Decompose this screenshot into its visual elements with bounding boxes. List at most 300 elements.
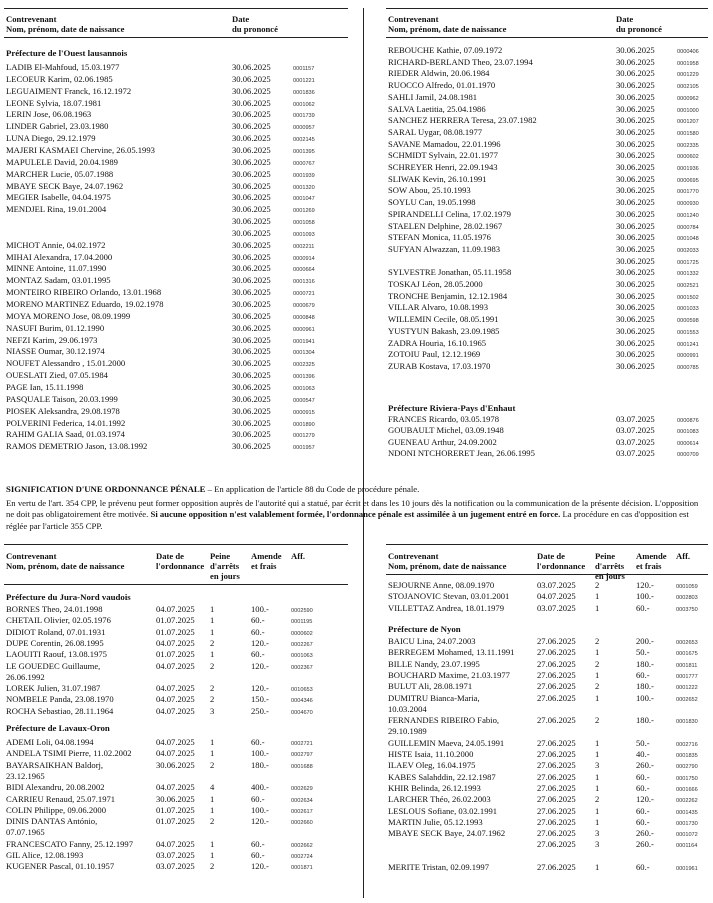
cell-ref: 0001033 <box>677 306 699 313</box>
cell-ref: 0002521 <box>677 283 699 289</box>
cell-date: 27.06.2025 <box>537 636 576 646</box>
table-row <box>386 817 708 828</box>
table-row <box>386 302 708 313</box>
cell-peine: 1 <box>210 793 215 804</box>
cell-peine: 2 <box>210 660 215 671</box>
cell-name: KABES Salahddin, 22.12.1987 <box>388 771 496 782</box>
cell-name: BULUT Ali, 28.08.1971 <box>388 681 473 692</box>
cell-name: MAJERI KASMAEI Chervine, 26.05.1993 <box>6 144 155 155</box>
cell-ref: 0001871 <box>291 865 313 872</box>
cell-date: 30.06.2025 <box>616 56 655 67</box>
cell-ref: 0001093 <box>293 231 315 238</box>
cell-name: SAHLI Jamil, 24.08.1981 <box>388 91 478 102</box>
cell-ref: 0001059 <box>676 584 698 590</box>
cell-ref: 0001157 <box>293 66 315 72</box>
table-row <box>4 839 348 850</box>
cell-amende: 100.- <box>251 804 269 815</box>
cell-name: BERREGEM Mohamed, 13.11.1991 <box>388 647 515 658</box>
cell-amende: 60.- <box>251 850 265 860</box>
cell-date: 30.06.2025 <box>616 360 655 371</box>
prefecture-heading: Préfecture Riviera-Pays d'Enhaut <box>388 403 516 413</box>
table-row <box>386 127 708 138</box>
cell-ref: 0001958 <box>677 60 699 67</box>
cell-date: 03.07.2025 <box>616 447 655 458</box>
cell-ref: 0000930 <box>677 201 699 208</box>
cell-name: SCHREYER Henri, 22.09.1943 <box>388 162 498 172</box>
cell-ref: 0000679 <box>293 303 315 309</box>
cell-peine: 1 <box>210 737 215 747</box>
table-row <box>386 279 708 290</box>
table-row <box>4 240 348 251</box>
cell-date: 27.06.2025 <box>537 828 576 839</box>
cell-date: 30.06.2025 <box>232 381 271 392</box>
cell-name: MERITE Tristan, 02.09.1997 <box>388 862 489 872</box>
cell-ref: 0001058 <box>293 220 315 227</box>
cell-ref: 0000406 <box>677 49 699 55</box>
cell-name: MOYA MORENO Jose, 08.09.1999 <box>6 310 131 321</box>
cell-ref: 0001836 <box>293 89 315 96</box>
cell-name: SLIWAK Kevin, 26.10.1991 <box>388 173 487 184</box>
cell-ref: 0001279 <box>293 433 315 440</box>
cell-date: 30.06.2025 <box>616 208 655 219</box>
cell-name: YUSTYUN Bakash, 23.09.1985 <box>388 325 500 336</box>
table-row <box>386 851 708 862</box>
cell-date: 30.06.2025 <box>232 275 271 286</box>
cell-ref: 0001666 <box>676 786 698 793</box>
cell-name: ANDELA TSIMI Pierre, 11.02.2002 <box>6 748 132 759</box>
table-row <box>386 174 708 185</box>
prefecture-heading: Préfecture de Lavaux-Oron <box>6 723 110 733</box>
table-row <box>4 275 348 286</box>
cell-name: LE GOUEDEC Guillaume, <box>6 660 101 671</box>
table-row <box>386 806 708 817</box>
table-row <box>386 326 708 337</box>
table-row <box>386 794 708 805</box>
cell-amende: 400.- <box>251 782 269 793</box>
cell-ref: 0002145 <box>293 137 315 144</box>
bheader-date-line1: Date de <box>156 551 184 561</box>
table-row <box>386 591 708 602</box>
table-row <box>4 394 348 405</box>
cell-amende: 60.- <box>636 782 650 793</box>
header-name-line1: Contrevenant <box>6 14 57 24</box>
header-date-line2: du prononcé <box>616 24 662 34</box>
cell-amende: 60.- <box>636 862 650 872</box>
cell-date: 30.06.2025 <box>616 138 655 149</box>
table-row <box>386 185 708 196</box>
cell-amende: 100.- <box>636 591 654 602</box>
table-row <box>4 311 348 322</box>
cell-peine: 1 <box>210 649 215 660</box>
header-rule <box>4 37 348 38</box>
cell-name: BIDI Alexandru, 20.08.2002 <box>6 782 105 793</box>
cell-peine: 2 <box>210 759 215 770</box>
cell-peine: 1 <box>595 737 600 748</box>
bheader-aff <box>676 551 690 561</box>
cell-name: RAHIM GALIA Saad, 01.03.1974 <box>6 429 125 440</box>
cell-amende: 120.- <box>251 660 269 671</box>
cell-ref: 0001063 <box>293 385 315 392</box>
bheader-amende-line2: et frais <box>636 561 662 571</box>
cell-name: ZADRA Houria, 16.10.1965 <box>388 337 487 348</box>
cell-date: 30.06.2025 <box>616 314 655 325</box>
cell-date: 27.06.2025 <box>537 715 576 726</box>
table-row <box>4 252 348 263</box>
cell-ref: 0000961 <box>293 326 315 333</box>
cell-name: ZOTOIU Paul, 12.12.1969 <box>388 349 481 360</box>
cell-ref: 0000914 <box>293 255 315 262</box>
cell-name: GIL Alice, 12.08.1993 <box>6 850 84 860</box>
cell-name: BILLE Nandy, 23.07.1995 <box>388 658 480 669</box>
bheader-peine <box>210 551 240 581</box>
cell-name: LESLOUS Sofiane, 03.02.1991 <box>388 805 498 816</box>
header-rule <box>386 37 708 38</box>
cell-date: 30.06.2025 <box>232 429 271 440</box>
cell-amende: 150.- <box>251 694 269 705</box>
cell-date: 30.06.2025 <box>616 220 655 231</box>
cell-name: MONTEIRO RIBEIRO Orlando, 13.01.1968 <box>6 287 162 298</box>
cell-name: CARRIEU Renaud, 25.07.1971 <box>6 793 116 804</box>
cell-name: OUESLATI Zied, 07.05.1984 <box>6 370 108 381</box>
cell-name: SANCHEZ HERRERA Teresa, 23.07.1982 <box>388 115 537 126</box>
cell-name: SALVA Laetitia, 25.04.1986 <box>388 103 486 114</box>
cell-date: 27.06.2025 <box>537 669 576 680</box>
table-row <box>4 204 348 215</box>
cell-date: 30.06.2025 <box>232 133 271 144</box>
cell-name: MONTAZ Sadam, 03.01.1995 <box>6 275 111 286</box>
cell-date: 27.06.2025 <box>537 658 576 669</box>
cell-date: 03.07.2025 <box>616 414 655 424</box>
cell-name: FRANCESCATO Fanny, 25.12.1997 <box>6 838 134 849</box>
cell-date: 30.06.2025 <box>232 121 271 132</box>
bottom-right-panel <box>386 540 708 900</box>
cell-date: 27.06.2025 <box>537 805 576 816</box>
cell-ref: 0001688 <box>291 763 313 770</box>
cell-amende: 260.- <box>636 839 654 850</box>
bottom-left-panel <box>4 540 348 900</box>
cell-peine: 1 <box>595 591 600 602</box>
table-row <box>386 603 708 614</box>
column-divider-bottom <box>363 540 364 898</box>
cell-ref: 0001164 <box>676 843 698 850</box>
bheader-aff <box>291 551 305 561</box>
cell-ref: 0000848 <box>293 314 315 321</box>
cell-ref: 0002211 <box>293 243 315 250</box>
cell-amende: 60.- <box>251 626 265 637</box>
table-row <box>386 659 708 670</box>
cell-date: 27.06.2025 <box>537 760 576 771</box>
cell-name: 23.12.1965 <box>6 770 45 781</box>
cell-name: PASQUALE Taison, 20.03.1999 <box>6 393 118 404</box>
cell-date: 30.06.2025 <box>232 192 271 203</box>
cell-date: 30.06.2025 <box>616 325 655 336</box>
table-row <box>386 104 708 115</box>
cell-ref: 0000709 <box>677 451 699 458</box>
cell-ref: 0001240 <box>677 212 699 219</box>
cell-amende: 100.- <box>636 692 654 703</box>
cell-date: 27.06.2025 <box>537 737 576 748</box>
cell-name: LEGUAIMENT Franck, 16.12.1972 <box>6 85 132 96</box>
cell-peine: 1 <box>595 669 600 680</box>
cell-ref: 0001241 <box>677 341 699 348</box>
cell-ref: 0001396 <box>293 374 315 381</box>
cell-date: 30.06.2025 <box>616 290 655 301</box>
cell-ref: 0000876 <box>677 418 699 424</box>
table-row <box>386 267 708 278</box>
cell-ref: 0001770 <box>677 189 699 196</box>
cell-date: 04.07.2025 <box>156 660 195 671</box>
cell-name: DUPE Corentin, 26.08.1995 <box>6 637 104 648</box>
table-row <box>4 263 348 274</box>
cell-name: LADIB El-Mahfoud, 15.03.1977 <box>6 62 120 72</box>
cell-amende: 180.- <box>636 681 654 692</box>
cell-name: NOUFET Alessandro , 15.01.2000 <box>6 358 126 369</box>
table-row <box>386 704 708 715</box>
bheader-amende <box>251 551 282 571</box>
table-row <box>386 636 708 647</box>
cell-date: 27.06.2025 <box>537 794 576 805</box>
cell-ref: 0002662 <box>291 842 313 849</box>
table-row <box>4 216 348 227</box>
cell-ref: 0000598 <box>677 318 699 325</box>
cell-name: ILAEV Oleg, 16.04.1975 <box>388 760 476 771</box>
cell-date: 01.07.2025 <box>156 615 195 626</box>
cell-peine: 1 <box>210 604 215 614</box>
table-row <box>386 414 708 425</box>
table-row <box>386 244 708 255</box>
table-row <box>4 382 348 393</box>
table-row <box>4 346 348 357</box>
cell-date: 30.06.2025 <box>232 180 271 191</box>
bheader-aff-line1: Aff. <box>291 551 306 561</box>
bheader-aff-line1: Aff. <box>676 551 691 561</box>
cell-date: 30.06.2025 <box>616 337 655 348</box>
cell-peine: 1 <box>595 816 600 827</box>
bheader-date-line2: l'ordonnance <box>156 561 205 571</box>
table-row <box>4 649 348 660</box>
bheader-name-line2: Nom, prénom, date de naissance <box>388 561 507 571</box>
cell-ref: 0001725 <box>677 259 699 266</box>
table-row <box>386 437 708 448</box>
cell-date: 01.07.2025 <box>156 626 195 637</box>
prefecture-heading: Préfecture de Nyon <box>388 624 461 634</box>
cell-peine: 2 <box>595 794 600 805</box>
table-row <box>4 441 348 452</box>
table-row <box>4 794 348 805</box>
cell-amende: 260.- <box>636 760 654 771</box>
cell-date: 03.07.2025 <box>616 436 655 447</box>
bheader-amende-line1: Amende <box>636 551 667 561</box>
header-name <box>388 14 506 34</box>
header-date-line1: Date <box>232 14 250 24</box>
bheader-peine-line3: en jours <box>210 571 240 581</box>
table-row <box>4 672 348 683</box>
table-row <box>4 157 348 168</box>
cell-ref: 0001750 <box>676 775 698 782</box>
bheader-name <box>6 551 124 571</box>
cell-amende: 60.- <box>636 816 650 827</box>
cell-date: 30.06.2025 <box>616 185 655 196</box>
cell-name: STEFAN Monica, 11.05.1976 <box>388 232 491 243</box>
cell-date: 30.06.2025 <box>232 156 271 167</box>
cell-name: RICHARD-BERLAND Theo, 23.07.1994 <box>388 56 533 67</box>
cell-peine: 1 <box>595 862 600 872</box>
cell-date: 30.06.2025 <box>232 299 271 309</box>
cell-name: SARAL Uygar, 08.08.1977 <box>388 126 483 137</box>
cell-peine: 2 <box>595 681 600 692</box>
cell-date: 30.06.2025 <box>232 73 271 84</box>
cell-ref: 0001316 <box>293 279 315 286</box>
cell-ref: 0001048 <box>677 236 699 243</box>
cell-date: 30.06.2025 <box>232 109 271 120</box>
table-row <box>4 145 348 156</box>
cell-ref: 0001675 <box>676 651 698 658</box>
cell-amende: 260.- <box>636 828 654 839</box>
table-row <box>386 338 708 349</box>
cell-ref: 0002724 <box>291 854 313 860</box>
cell-amende: 50.- <box>636 737 650 748</box>
cell-ref: 0002797 <box>291 752 313 759</box>
header-date <box>616 14 662 34</box>
cell-ref: 0000784 <box>677 224 699 231</box>
signification-bold: Si aucune opposition n'est valablement formée, l'ordonnance pénale est assimilée à un jugement entré en force. <box>150 509 561 520</box>
table-row <box>386 448 708 459</box>
prefecture-heading: Préfecture du Jura-Nord vaudois <box>6 592 131 602</box>
table-row <box>4 429 348 440</box>
table-row <box>4 323 348 334</box>
cell-ref: 0001269 <box>293 208 315 215</box>
table-row <box>386 715 708 726</box>
table-row <box>4 737 348 748</box>
cell-amende: 60.- <box>636 669 650 680</box>
cell-name: VILLAR Alvaro, 10.08.1993 <box>388 302 489 313</box>
cell-name: KHIR Belinda, 26.12.1993 <box>388 782 481 793</box>
cell-name: GOUBAULT Michel, 03.09.1948 <box>388 425 504 436</box>
cell-peine: 1 <box>210 838 215 849</box>
bheader-rule <box>386 574 708 575</box>
table-row <box>386 57 708 68</box>
cell-ref: 0000962 <box>677 95 699 102</box>
cell-date: 01.07.2025 <box>156 649 195 660</box>
cell-peine: 1 <box>595 749 600 759</box>
bheader-peine-line1: Peine <box>595 551 616 561</box>
cell-date: 27.06.2025 <box>537 692 576 703</box>
cell-date: 27.06.2025 <box>537 771 576 782</box>
cell-ref: 0001502 <box>677 294 699 301</box>
cell-name: SEJOURNE Anne, 08.09.1970 <box>388 580 495 590</box>
cell-date: 30.06.2025 <box>232 85 271 96</box>
cell-name: VILLETTAZ Andrea, 18.01.1979 <box>388 602 505 613</box>
cell-ref: 0001320 <box>293 184 315 191</box>
cell-ref: 0004346 <box>291 698 313 705</box>
cell-amende: 100.- <box>251 748 269 759</box>
bheader-date <box>537 551 585 571</box>
cell-name: FERNANDES RIBEIRO Fabio, <box>388 715 500 726</box>
cell-date: 30.06.2025 <box>616 302 655 313</box>
cell-name: TRONCHE Benjamin, 12.12.1984 <box>388 290 508 301</box>
cell-date: 30.06.2025 <box>232 204 271 215</box>
table-row <box>386 68 708 79</box>
table-row <box>386 862 708 873</box>
cell-ref: 0001083 <box>677 429 699 436</box>
cell-name: LARCHER Théo, 26.02.2003 <box>388 794 491 805</box>
cell-date: 30.06.2025 <box>232 310 271 321</box>
cell-date: 04.07.2025 <box>156 737 195 747</box>
table-row <box>386 772 708 783</box>
table-row <box>4 109 348 120</box>
cell-ref: 0000695 <box>677 177 699 184</box>
cell-name: SUFYAN Alwazzan, 11.09.1983 <box>388 243 501 254</box>
cell-name: PAGE Ian, 15.11.1998 <box>6 381 84 392</box>
header-date-line2: du prononcé <box>232 24 278 34</box>
bheader-peine <box>595 551 625 581</box>
table-row <box>386 197 708 208</box>
table-row <box>386 314 708 325</box>
cell-name: WILLEMIN Cecile, 08.05.1991 <box>388 314 499 325</box>
cell-date: 30.06.2025 <box>616 255 655 266</box>
cell-name: NASUFI Burim, 01.12.1990 <box>6 322 105 333</box>
cell-peine: 1 <box>210 748 215 759</box>
header-name-line2: Nom, prénom, date de naissance <box>388 24 507 34</box>
table-row <box>4 62 348 73</box>
cell-name: KUGENER Pascal, 01.10.1957 <box>6 861 115 872</box>
cell-date: 30.06.2025 <box>616 267 655 278</box>
signification-title: SIGNIFICATION D'UNE ORDONNANCE PÉNALE <box>6 484 206 494</box>
cell-peine: 2 <box>595 580 600 590</box>
top-left-panel <box>4 0 348 470</box>
cell-amende: 250.- <box>251 705 269 716</box>
cell-peine: 3 <box>210 705 215 716</box>
table-row <box>386 92 708 103</box>
cell-date: 04.07.2025 <box>156 683 195 694</box>
cell-peine: 2 <box>210 694 215 705</box>
table-row <box>4 805 348 816</box>
cell-ref: 0001222 <box>676 685 698 692</box>
cell-amende: 60.- <box>251 737 265 747</box>
cell-date: 30.06.2025 <box>232 144 271 155</box>
cell-date: 27.06.2025 <box>537 782 576 793</box>
table-row <box>386 726 708 737</box>
cell-name: 26.06.1992 <box>6 671 45 682</box>
cell-date: 27.06.2025 <box>537 681 576 692</box>
table-row <box>386 80 708 91</box>
table-row <box>4 418 348 429</box>
cell-ref: 0002262 <box>676 798 698 805</box>
table-row <box>386 783 708 794</box>
cell-date: 30.06.2025 <box>616 91 655 102</box>
table-row <box>4 169 348 180</box>
table-row <box>4 760 348 771</box>
cell-name: FRANCES Ricardo, 03.05.1978 <box>388 414 500 424</box>
cell-name: MARTIN Julie, 05.12.1993 <box>388 816 483 827</box>
bheader-peine-line2: d'arrêts <box>595 561 625 571</box>
cell-ref: 0002721 <box>291 741 313 747</box>
cell-date: 30.06.2025 <box>232 322 271 333</box>
table-row <box>4 683 348 694</box>
cell-date: 30.06.2025 <box>616 243 655 254</box>
cell-date: 01.07.2025 <box>156 804 195 815</box>
cell-name: NOMBELE Panda, 23.08.1970 <box>6 694 114 705</box>
table-row <box>386 647 708 658</box>
cell-peine: 1 <box>210 850 215 860</box>
table-row <box>4 287 348 298</box>
cell-date: 01.07.2025 <box>156 816 195 827</box>
table-row <box>386 580 708 591</box>
bottom-top-rule <box>4 544 348 545</box>
table-row <box>4 816 348 827</box>
table-row <box>4 615 348 626</box>
signification-body1: En vertu de l'art. 354 CPP, le prévenu peut former opposition auprès de l'autorité qui a statué, par écrit et dans les 10 jours dès la notification ou la communication de la présente décision. L'opposition ne doit pas obligatoirement être motivée. <box>6 498 699 520</box>
